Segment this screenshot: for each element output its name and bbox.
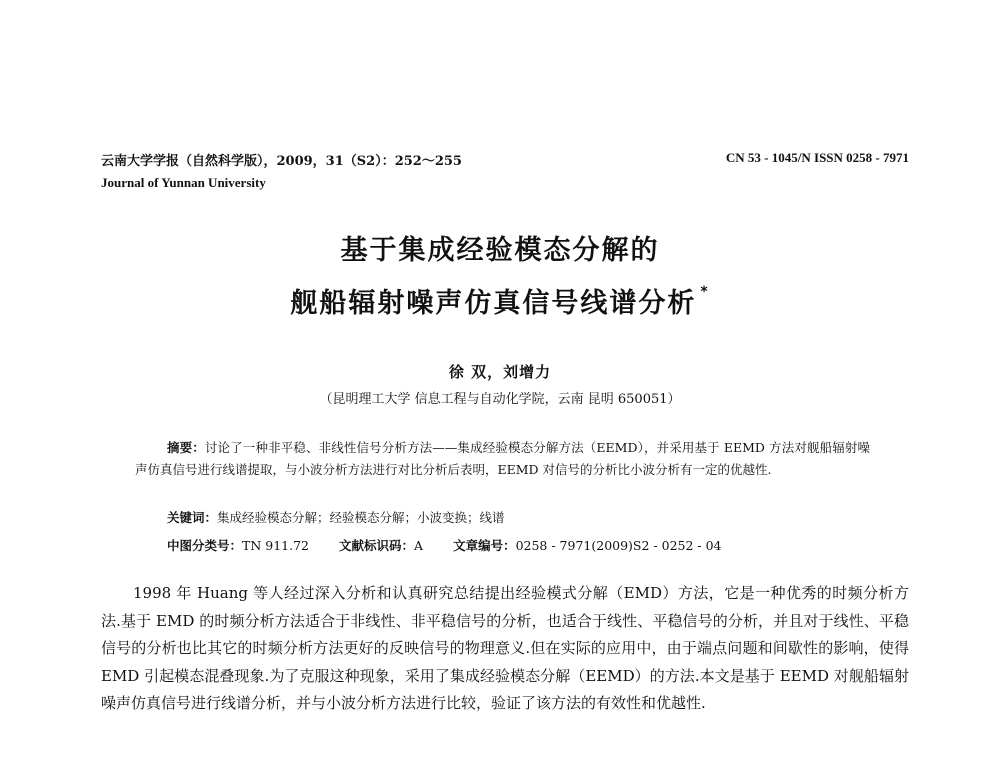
journal-name-en: Journal of Yunnan University bbox=[101, 175, 266, 190]
journal-citation-cn: 云南大学学报（自然科学版），2009，31（S2）：252～255 bbox=[101, 154, 462, 169]
keywords-text: 集成经验模态分解；经验模态分解；小波变换；线谱 bbox=[217, 510, 505, 525]
abstract-text: 讨论了一种非平稳、非线性信号分析方法——集成经验模态分解方法（EEMD），并采用基于 EEMD 方法对舰船辐射噪声仿真信号进行线谱提取，与小波分析方法进行对比分析后表明，EEMD 对信号的分析比小波分析有一定的优越性. bbox=[135, 440, 870, 477]
abstract bbox=[135, 437, 870, 481]
keywords bbox=[167, 508, 505, 526]
body-paragraph: 1998 年 Huang 等人经过深入分析和认真研究总结提出经验模式分解（EMD）方法，它是一种优秀的时频分析方法.基于 EMD 的时频分析方法适合于非线性、非平稳信号的分析，也适合于线性、平稳信号的分析，并且对于线性、平稳信号的分析也比其它的时频分析方法更好的反映信号的物理意义.但在实际的应用中，由于端点问题和间歇性的影响，使得 EMD 引起模态混叠现象.为了克服这种现象，采用了集成经验模态分解（EEMD）的方法.本文是基于 EEMD 对舰船辐射噪声仿真信号进行线谱分析，并与小波分析方法进行比较，验证了该方法的有效性和优越性. bbox=[101, 584, 909, 712]
paper-title-line-2-text: 舰船辐射噪声仿真信号线谱分析 bbox=[290, 288, 697, 319]
doc-code-value: A bbox=[414, 538, 424, 553]
journal-ids: CN 53 - 1045/N ISSN 0258 - 7971 bbox=[725, 150, 909, 165]
paper-title-line-1: 基于集成经验模态分解的 bbox=[340, 235, 660, 266]
paper-title-line-2 bbox=[0, 281, 1000, 320]
footnote-mark: * bbox=[700, 284, 710, 300]
affiliation: （昆明理工大学 信息工程与自动化学院，云南 昆明 650051） bbox=[319, 392, 681, 407]
authors: 徐 双，刘增力 bbox=[448, 363, 552, 381]
article-number-value: 0258 - 7971(2009)S2 - 0252 - 04 bbox=[515, 538, 722, 553]
abstract-label: 摘要： bbox=[167, 440, 205, 455]
article-number-label: 文章编号： bbox=[453, 538, 516, 553]
doc-code-label: 文献标识码： bbox=[339, 538, 415, 553]
keywords-label: 关键词： bbox=[167, 510, 218, 525]
classification-line bbox=[167, 536, 722, 554]
clc-label: 中图分类号： bbox=[167, 538, 243, 553]
clc-value: TN 911.72 bbox=[242, 538, 310, 553]
